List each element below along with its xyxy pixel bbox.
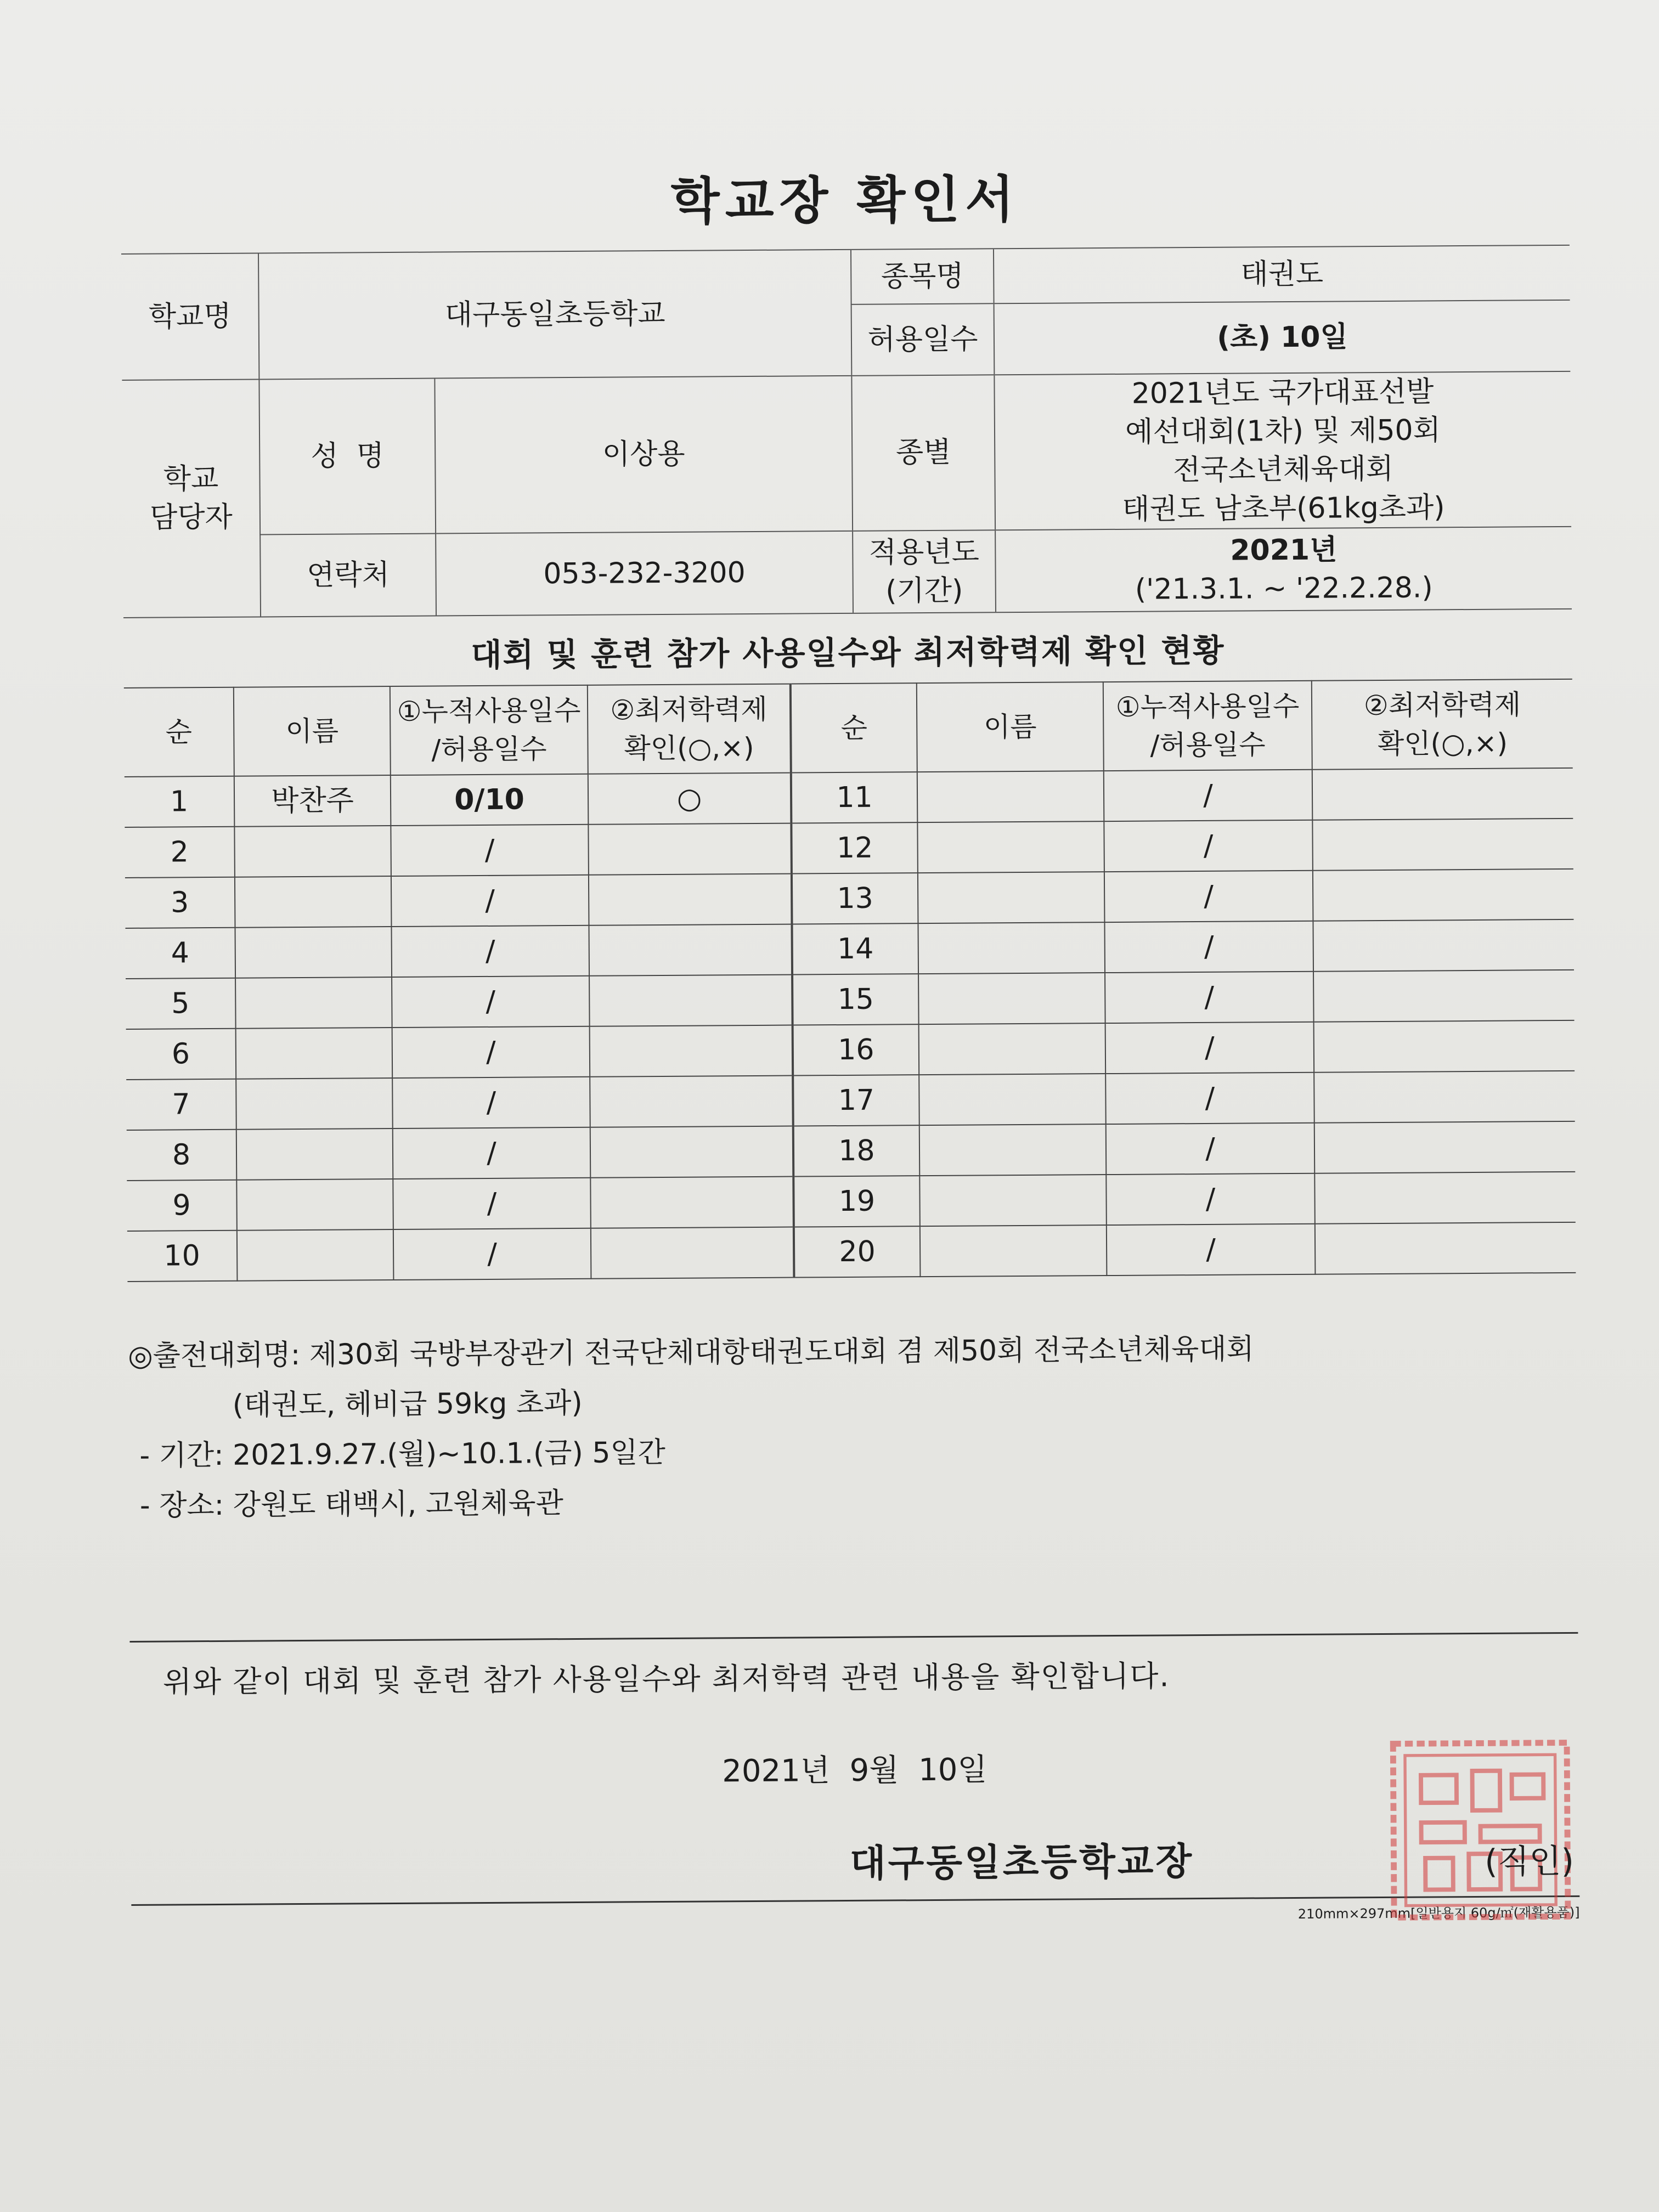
cell-check xyxy=(591,1227,794,1278)
cell-usage: / xyxy=(393,1127,591,1179)
cell-usage: / xyxy=(1104,921,1313,972)
cell-usage: / xyxy=(392,1026,590,1078)
header-name-right: 이름 xyxy=(917,682,1104,772)
sport-label: 종목명 xyxy=(851,249,994,304)
cell-name xyxy=(235,977,392,1029)
cell-name xyxy=(237,1229,394,1281)
name-label: 성 명 xyxy=(259,379,436,535)
table-row xyxy=(125,869,1574,928)
principal-name: 대구동일초등학교장 xyxy=(849,1839,1194,1886)
table-row xyxy=(126,919,1575,979)
school-value: 대구동일초등학교 xyxy=(258,250,851,380)
cell-no: 1 xyxy=(125,776,235,827)
cell-no: 3 xyxy=(125,877,235,928)
cell-check xyxy=(1312,768,1573,820)
cell-check xyxy=(588,823,792,874)
cell-no: 15 xyxy=(792,974,919,1025)
header-name: 이름 xyxy=(234,686,391,776)
cell-usage: / xyxy=(1106,1122,1315,1174)
cell-name xyxy=(236,1028,393,1079)
sport-value: 태권도 xyxy=(994,245,1570,303)
manager-label: 학교 담당자 xyxy=(122,379,261,617)
cell-name xyxy=(236,1078,393,1130)
competition-name: ◎출전대회명: 제30회 국방부장관기 전국단체대항태권도대회 겸 제50회 전국소년체육대회 xyxy=(128,1333,1254,1373)
cell-name xyxy=(918,973,1105,1024)
cell-usage: / xyxy=(1106,1173,1315,1224)
event-value: 2021년도 국가대표선발 예선대회(1차) 및 제50회 전국소년체육대회 태권도 남초부(61kg초과) xyxy=(994,371,1571,530)
competition-detail: (태권도, 헤비급 59kg 초과) xyxy=(232,1386,583,1422)
cell-no: 12 xyxy=(791,822,918,873)
cell-no: 7 xyxy=(126,1079,236,1130)
cell-no: 6 xyxy=(126,1028,236,1079)
notes xyxy=(128,1323,1577,1531)
seal-label: (직인) xyxy=(1484,1842,1575,1881)
cell-name xyxy=(917,821,1104,873)
document-title: 학교장 확인서 xyxy=(670,170,1020,231)
cell-check xyxy=(1312,819,1573,871)
cell-usage: / xyxy=(392,1077,590,1128)
cell-usage: / xyxy=(393,1228,591,1280)
table-row xyxy=(127,1121,1576,1181)
cell-name xyxy=(919,1023,1106,1075)
cell-no: 18 xyxy=(793,1125,920,1176)
table-row xyxy=(126,1071,1575,1130)
cell-check xyxy=(589,974,793,1026)
table-row xyxy=(126,970,1575,1029)
confirm-statement: 위와 같이 대회 및 훈련 참가 사용일수와 최저학력 관련 내용을 확인합니다. xyxy=(162,1658,1170,1700)
cell-name xyxy=(919,1175,1107,1226)
year-label: 적용년도 (기간) xyxy=(853,530,996,613)
cell-check xyxy=(1314,1071,1575,1123)
table-row xyxy=(125,768,1573,827)
year-value: 2021년 xyxy=(1230,533,1338,567)
cell-no: 14 xyxy=(792,923,918,974)
contact-label: 연락처 xyxy=(260,533,436,617)
header-no-right: 순 xyxy=(791,683,917,772)
table-row xyxy=(127,1172,1576,1231)
cell-usage: / xyxy=(391,926,589,977)
cell-usage: 0/10 xyxy=(391,774,589,826)
year-range: ('21.3.1. ~ '22.2.28.) xyxy=(1135,571,1433,606)
cell-name xyxy=(236,1128,393,1180)
cell-name xyxy=(918,872,1105,923)
cell-name xyxy=(919,1074,1106,1125)
cell-no: 2 xyxy=(125,827,235,878)
header-check-right: ②최저학력제 확인(○,×) xyxy=(1312,679,1573,770)
cell-usage: / xyxy=(391,825,589,876)
cell-check xyxy=(590,1025,793,1076)
cell-usage: / xyxy=(1105,971,1314,1023)
year-cell xyxy=(995,527,1572,612)
table-row xyxy=(125,819,1573,878)
signature-row xyxy=(131,1819,1580,1904)
cell-no: 13 xyxy=(792,873,918,924)
info-table xyxy=(121,245,1572,618)
cell-no: 5 xyxy=(126,978,236,1029)
cell-name: 박찬주 xyxy=(234,775,391,827)
cell-name xyxy=(235,927,392,978)
cell-name xyxy=(236,1179,393,1231)
cell-name xyxy=(919,1124,1107,1176)
cell-check xyxy=(1313,970,1575,1022)
cell-no: 16 xyxy=(793,1024,919,1075)
cell-check xyxy=(589,924,792,975)
competition-place: - 장소: 강원도 태백시, 고원체육관 xyxy=(139,1486,564,1522)
cell-check xyxy=(1314,1020,1575,1073)
header-no: 순 xyxy=(124,687,234,777)
header-usage-right: ①누적사용일수 /허용일수 xyxy=(1103,681,1312,771)
cell-usage: / xyxy=(1105,1022,1314,1073)
cell-check xyxy=(1314,1172,1576,1224)
cell-name xyxy=(234,826,391,877)
divider xyxy=(129,1632,1578,1643)
cell-check xyxy=(590,1126,794,1177)
cell-usage: / xyxy=(1104,871,1313,922)
cell-usage: / xyxy=(1104,770,1313,821)
cell-check xyxy=(589,873,792,925)
cell-usage: / xyxy=(1104,820,1313,872)
contact-value: 053-232-3200 xyxy=(436,531,853,616)
cell-usage: / xyxy=(392,976,590,1028)
cell-name xyxy=(918,922,1105,974)
section-title: 대회 및 훈련 참가 사용일수와 최저학력제 확인 현황 xyxy=(471,631,1225,674)
header-check: ②최저학력제 확인(○,×) xyxy=(588,684,791,774)
cell-usage: / xyxy=(1105,1072,1314,1124)
issue-date: 2021년 9월 10일 xyxy=(722,1752,988,1790)
cell-no: 20 xyxy=(794,1226,921,1277)
name-value: 이상용 xyxy=(435,376,853,533)
cell-usage: / xyxy=(1107,1223,1316,1275)
cell-check: ○ xyxy=(588,772,792,824)
competition-period: - 기간: 2021.9.27.(월)~10.1.(금) 5일간 xyxy=(139,1436,666,1472)
table-row xyxy=(127,1222,1576,1282)
cell-name xyxy=(920,1225,1107,1277)
cell-check xyxy=(1313,919,1574,972)
roster-table xyxy=(124,679,1576,1282)
header-usage: ①누적사용일수 /허용일수 xyxy=(390,685,588,775)
table-row xyxy=(126,1020,1575,1080)
cell-check xyxy=(1313,869,1574,921)
cell-check xyxy=(1314,1121,1576,1173)
cell-name xyxy=(917,771,1104,822)
cell-usage: / xyxy=(391,875,589,927)
cell-name xyxy=(235,876,392,928)
days-label: 허용일수 xyxy=(851,303,995,376)
event-label: 종별 xyxy=(851,375,995,531)
cell-no: 8 xyxy=(127,1129,237,1180)
cell-check xyxy=(590,1075,793,1127)
school-label: 학교명 xyxy=(121,253,259,380)
cell-no: 19 xyxy=(793,1176,920,1227)
paper-spec: 210mm×297mm[일반용지 60g/㎡(재활용품)] xyxy=(1297,1904,1580,1922)
official-seal-icon xyxy=(1381,1731,1579,1929)
cell-check xyxy=(590,1176,794,1228)
cell-no: 4 xyxy=(126,928,236,979)
cell-usage: / xyxy=(393,1178,591,1229)
cell-no: 9 xyxy=(127,1180,237,1231)
cell-no: 11 xyxy=(791,772,918,823)
cell-check xyxy=(1315,1222,1576,1274)
cell-no: 17 xyxy=(793,1075,919,1126)
cell-no: 10 xyxy=(127,1230,238,1281)
roster-header-row xyxy=(124,679,1573,777)
certificate xyxy=(121,156,1580,1929)
days-value: (초) 10일 xyxy=(994,300,1571,375)
